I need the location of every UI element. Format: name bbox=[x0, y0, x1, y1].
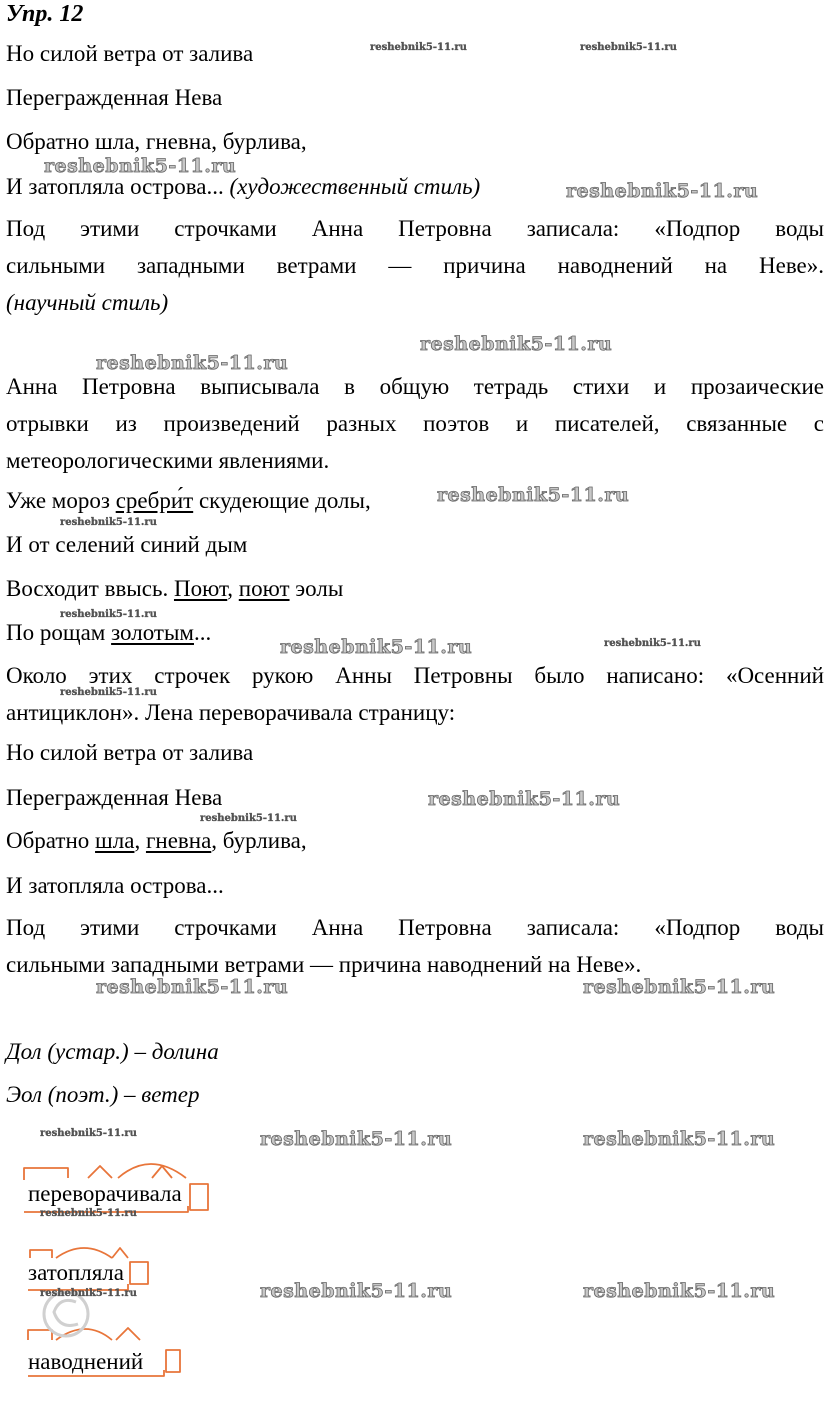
text: ... bbox=[193, 620, 212, 645]
morpheme-word: наводнений bbox=[28, 1349, 144, 1374]
poem-line: Перегражденная Нева bbox=[6, 85, 223, 110]
watermark: reshebnik5-11.ru bbox=[280, 636, 473, 658]
paragraph-line: Под этими строчками Анна Петровна записала: «Подпор воды bbox=[6, 915, 824, 940]
watermark: reshebnik5-11.ru bbox=[370, 42, 467, 53]
watermark: reshebnik5-11.ru bbox=[580, 42, 677, 53]
text: Уже мороз bbox=[6, 488, 116, 513]
underlined-word: шла bbox=[95, 828, 135, 853]
prefix-mark bbox=[28, 1330, 52, 1340]
underlined-word: поют bbox=[238, 576, 290, 601]
root-arc bbox=[118, 1164, 186, 1178]
watermark: reshebnik5-11.ru bbox=[60, 517, 157, 528]
underlined-word: золотым bbox=[111, 620, 194, 645]
watermark: reshebnik5-11.ru bbox=[583, 1280, 776, 1302]
exercise-title: Упр. 12 bbox=[6, 1, 84, 27]
watermark: reshebnik5-11.ru bbox=[260, 1128, 453, 1150]
poem-line: Обратно шла, гневна, бурлива, bbox=[6, 129, 307, 154]
paragraph-line: сильными западными ветрами — причина наводнений на Неве». bbox=[6, 253, 824, 278]
suffix-mark bbox=[116, 1328, 140, 1340]
text: , бурлива, bbox=[211, 828, 307, 853]
watermark: reshebnik5-11.ru bbox=[604, 638, 701, 649]
watermark: reshebnik5-11.ru bbox=[40, 1288, 137, 1299]
paragraph-line: сильными западными ветрами — причина наводнений на Неве». bbox=[6, 952, 642, 977]
underlined-word: Поют bbox=[173, 576, 228, 601]
ending-box bbox=[130, 1262, 148, 1284]
paragraph-line: Около этих строчек рукою Анны Петровны было написано: «Осенний bbox=[6, 663, 824, 688]
poem-line: И затопляла острова... bbox=[6, 873, 224, 898]
watermark: reshebnik5-11.ru bbox=[40, 1208, 137, 1219]
morpheme-word: переворачивала bbox=[28, 1181, 182, 1206]
root-arc bbox=[56, 1248, 112, 1258]
ending-box bbox=[190, 1184, 208, 1210]
watermark: reshebnik5-11.ru bbox=[260, 1280, 453, 1302]
paragraph-line: антициклон». Лена переворачивала страницу: bbox=[6, 700, 456, 725]
poem-line-text: И затопляла острова... bbox=[6, 174, 224, 199]
watermark: reshebnik5-11.ru bbox=[40, 1128, 137, 1139]
text: эолы bbox=[289, 576, 344, 601]
text: , bbox=[134, 828, 146, 853]
watermark: reshebnik5-11.ru bbox=[96, 352, 289, 374]
base-line bbox=[28, 1370, 164, 1376]
watermark: reshebnik5-11.ru bbox=[583, 976, 776, 998]
poem-line: Но силой ветра от залива bbox=[6, 41, 254, 66]
underlined-word: гневна bbox=[145, 828, 212, 853]
suffix-mark bbox=[112, 1248, 128, 1258]
watermark: reshebnik5-11.ru bbox=[583, 1128, 776, 1150]
poem-line: Но силой ветра от залива bbox=[6, 740, 254, 765]
text: , bbox=[227, 576, 239, 601]
ending-box bbox=[166, 1350, 180, 1372]
watermark: reshebnik5-11.ru bbox=[566, 180, 759, 202]
paragraph-line: Под этими строчками Анна Петровна записала: «Подпор воды bbox=[6, 216, 824, 241]
paragraph-line: отрывки из произведений разных поэтов и писателей, связанные с bbox=[6, 411, 824, 436]
suffix-mark bbox=[88, 1166, 112, 1178]
watermark: reshebnik5-11.ru bbox=[420, 333, 613, 355]
prefix-mark bbox=[30, 1250, 52, 1258]
text: Обратно bbox=[6, 828, 96, 853]
glossary-text: Эол (поэт.) – ветер bbox=[6, 1082, 200, 1107]
watermark: reshebnik5-11.ru bbox=[60, 687, 157, 698]
watermark: reshebnik5-11.ru bbox=[437, 484, 630, 506]
text: Восходит ввысь. bbox=[6, 576, 174, 601]
watermark: reshebnik5-11.ru bbox=[428, 788, 621, 810]
watermark: reshebnik5-11.ru bbox=[200, 813, 297, 824]
text: скудеющие долы, bbox=[193, 488, 371, 513]
style-note: (научный стиль) bbox=[6, 290, 169, 315]
glossary-text: Дол (устар.) – долина bbox=[6, 1039, 219, 1064]
poem-line: Перегражденная Нева bbox=[6, 785, 223, 810]
watermark: reshebnik5-11.ru bbox=[96, 976, 289, 998]
underlined-word: сребри́т bbox=[115, 488, 194, 513]
text: По рощам bbox=[6, 620, 112, 645]
watermark: reshebnik5-11.ru bbox=[60, 609, 157, 620]
watermark: reshebnik5-11.ru bbox=[44, 155, 237, 177]
paragraph-line: метеорологическими явлениями. bbox=[6, 448, 330, 473]
prefix-mark bbox=[24, 1168, 68, 1180]
paragraph-line: Анна Петровна выписывала в общую тетрадь стихи и прозаические bbox=[6, 374, 824, 399]
morpheme-word: затопляла bbox=[28, 1260, 124, 1285]
style-note: (художественный стиль) bbox=[229, 174, 481, 199]
poem-line: И от селений синий дым bbox=[6, 532, 248, 557]
